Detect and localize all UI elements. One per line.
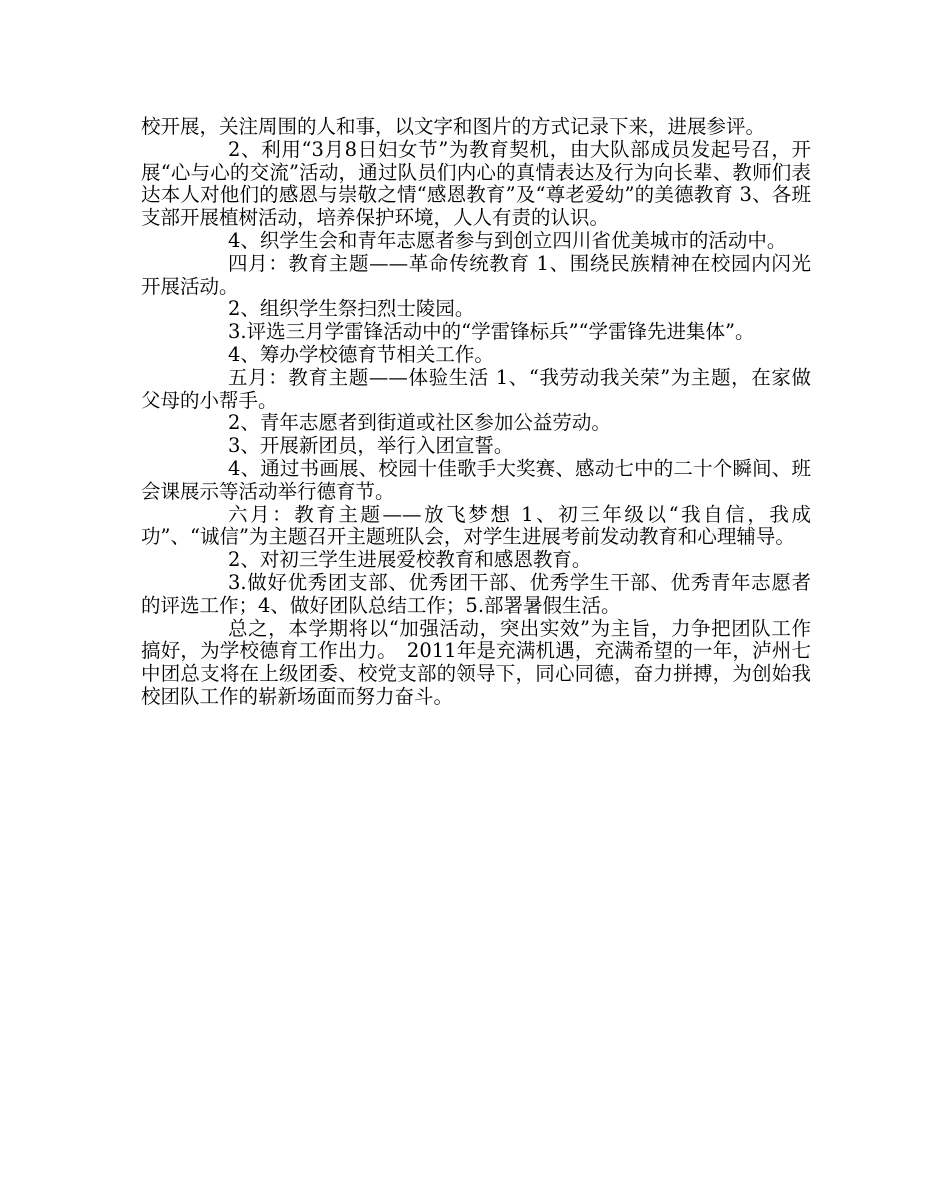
paragraph-14: 3.做好优秀团支部、优秀团干部、优秀学生干部、优秀青年志愿者的评选工作；4、做好团队总结工作；5.部署暑假生活。 (141, 570, 811, 617)
paragraph-2: 2、利用“3月8日妇女节”为教育契机，由大队部成员发起号召，开展“心与心的交流”活动，通过队员们内心的真情表达及行为向长辈、教师们表达本人对他们的感恩与崇敬之情“感恩教育”及“尊老爱幼”的美德教育 3、各班支部开展植树活动，培养保护环境，人人有责的认识。 (141, 137, 811, 230)
paragraph-1: 校开展，关注周围的人和事，以文字和图片的方式记录下来，进展参评。 (141, 115, 766, 138)
paragraph-5: 2、组织学生祭扫烈士陵园。 (228, 297, 475, 321)
paragraph-9: 2、青年志愿者到街道或社区参加公益劳动。 (228, 411, 611, 435)
paragraph-12: 六月：教育主题——放飞梦想 1、初三年级以“我自信，我成功”、“诚信”为主题召开主题班队会，对学生进展考前发动教育和心理辅导。 (141, 502, 811, 549)
paragraph-11: 4、通过书画展、校园十佳歌手大奖赛、感动七中的二十个瞬间、班会课展示等活动举行德育节。 (141, 456, 811, 503)
paragraph-7: 4、筹办学校德育节相关工作。 (228, 342, 494, 366)
paragraph-13: 2、对初三学生进展爱校教育和感恩教育。 (228, 548, 592, 572)
paragraph-15: 总之，本学期将以“加强活动，突出实效”为主旨，力争把团队工作搞好，为学校德育工作出力。 2011年是充满机遇，充满希望的一年，泸州七中团总支将在上级团委、校党支部的领导下，同心同德，奋力拼搏，为创始我校团队工作的崭新场面而努力奋斗。 (141, 616, 811, 708)
paragraph-10: 3、开展新团员，举行入团宣誓。 (228, 434, 514, 458)
paragraph-3: 4、织学生会和青年志愿者参与到创立四川省优美城市的活动中。 (228, 228, 787, 252)
paragraph-8: 五月：教育主题——体验生活 1、“我劳动我关荣”为主题，在家做父母的小帮手。 (141, 365, 811, 412)
paragraph-6: 3.评选三月学雷锋活动中的“学雷锋标兵”“学雷锋先进集体”。 (228, 320, 755, 344)
paragraph-4: 四月：教育主题——革命传统教育 1、围绕民族精神在校园内闪光开展活动。 (141, 251, 811, 298)
document-body (141, 116, 811, 709)
